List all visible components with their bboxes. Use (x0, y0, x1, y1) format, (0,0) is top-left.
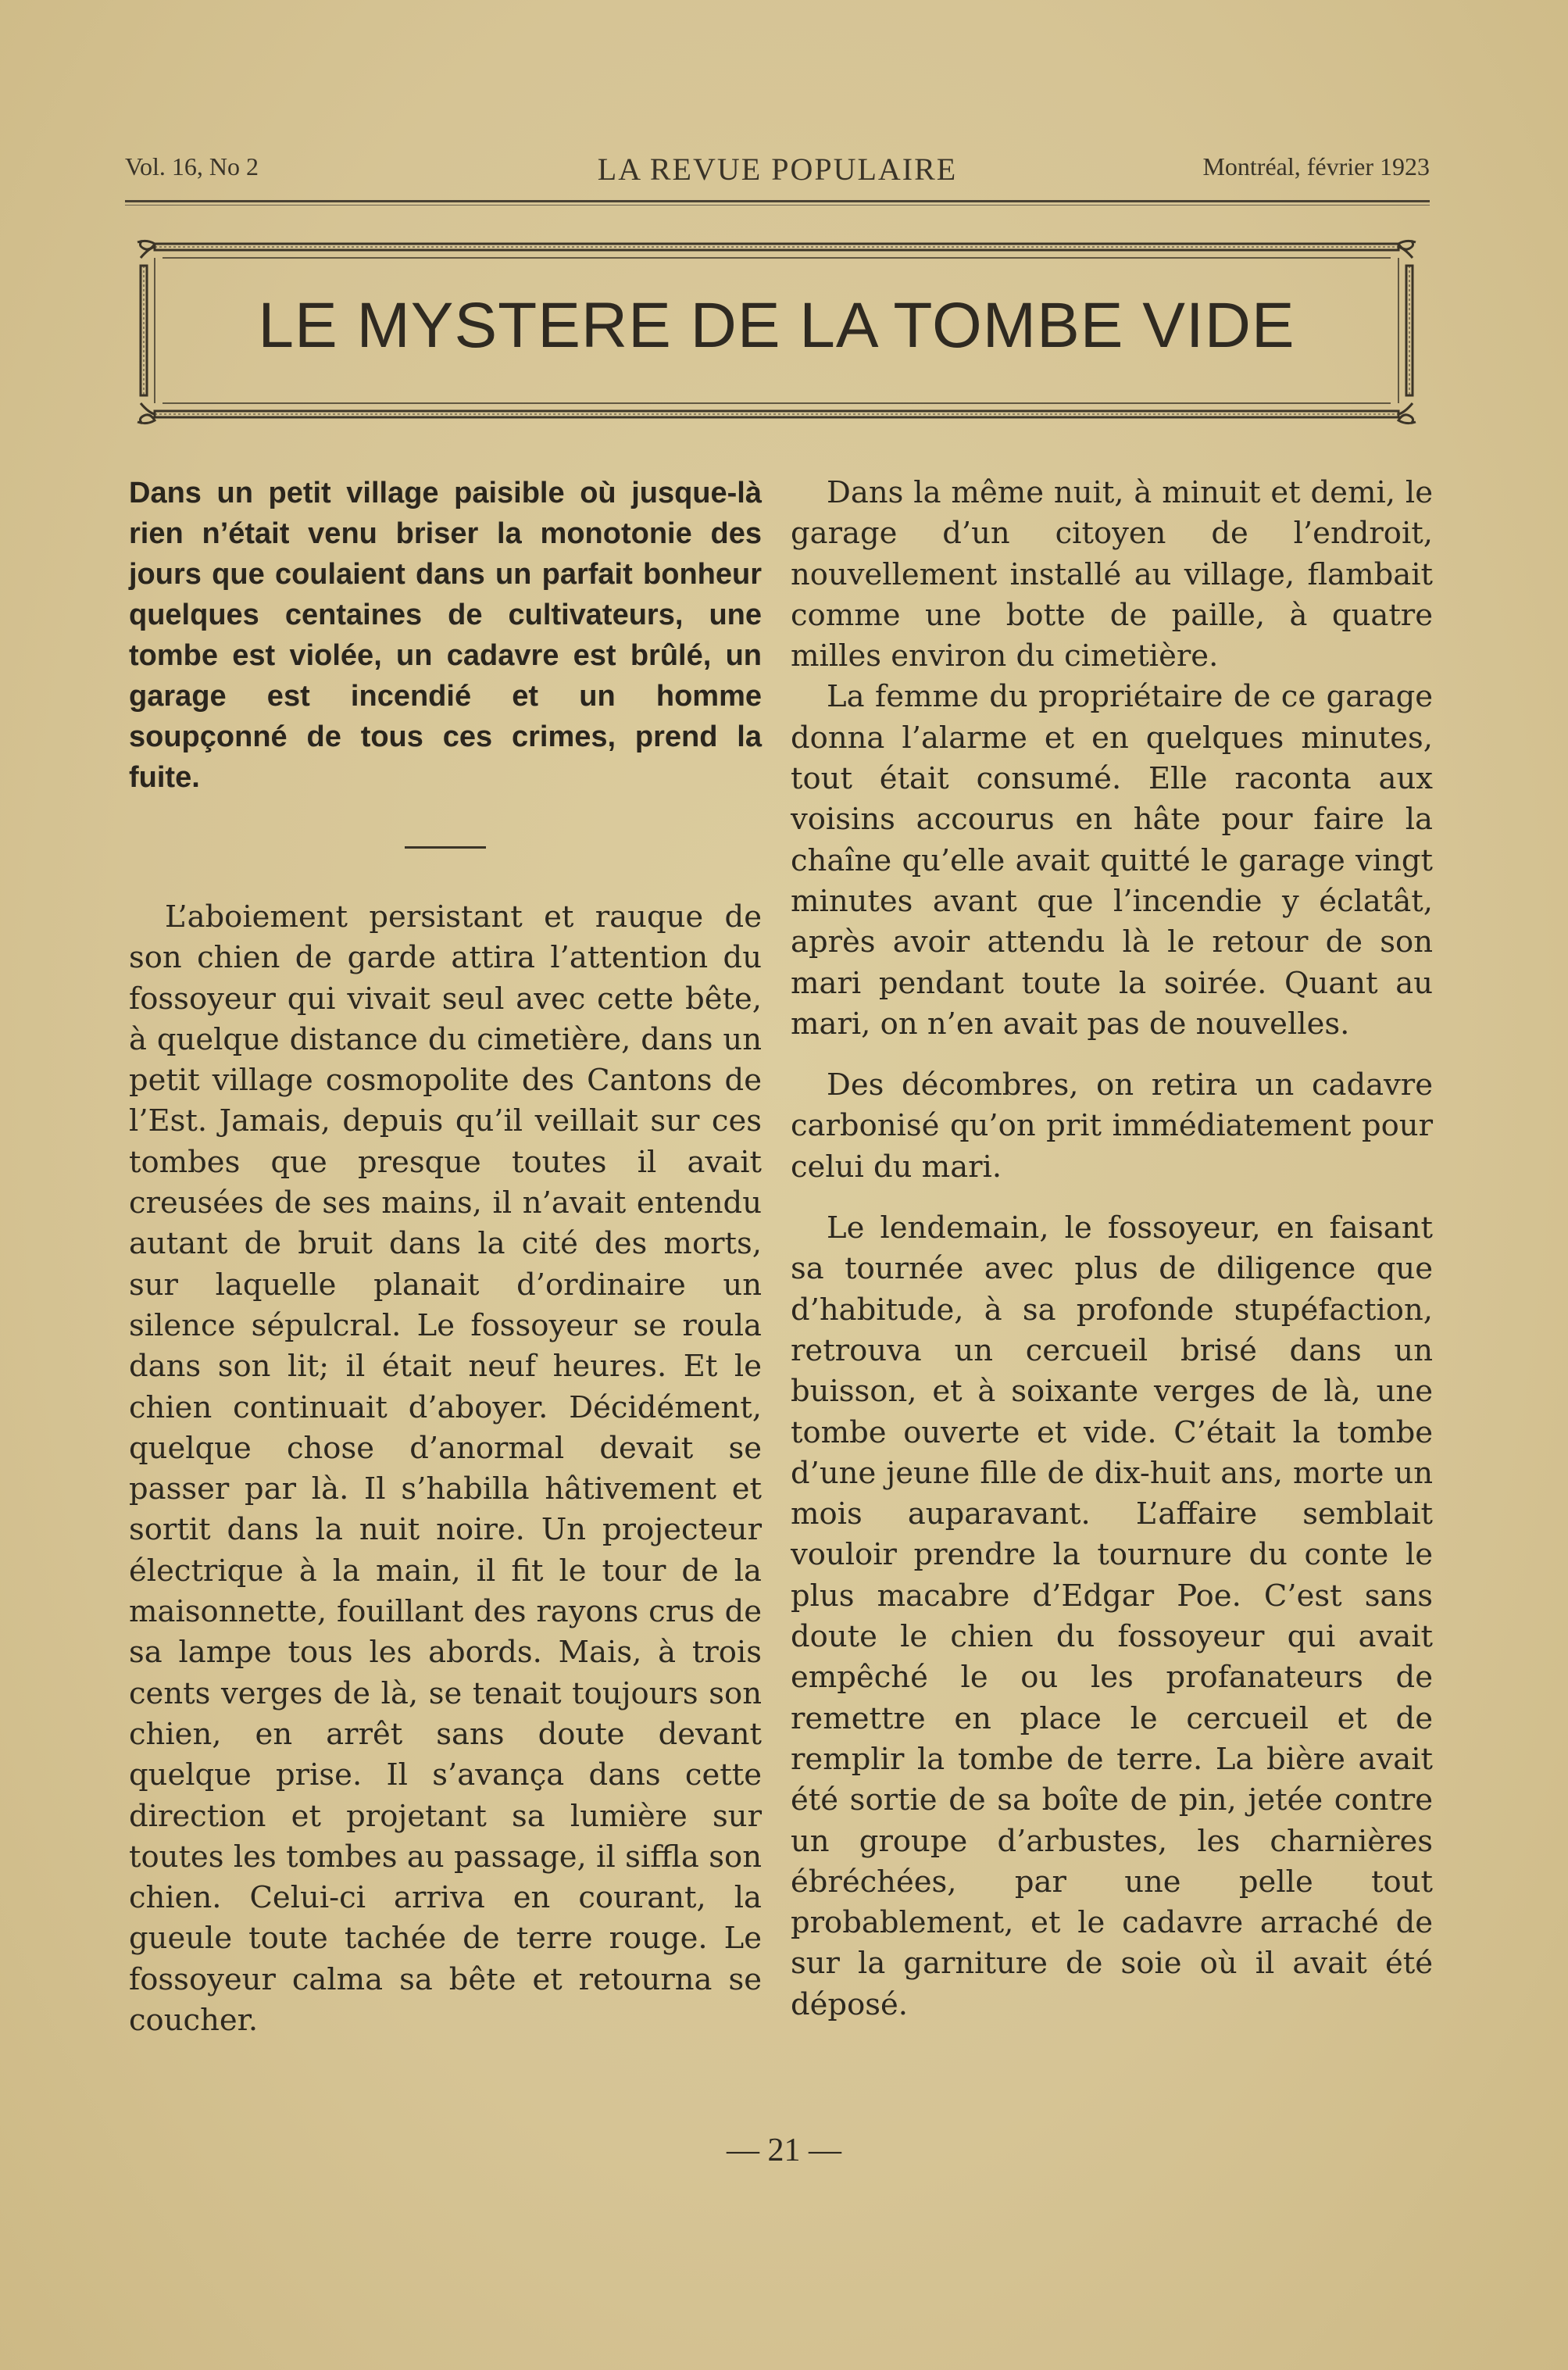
page-number: — 21 — (727, 2132, 841, 2168)
body-paragraph: Le lendemain, le fossoyeur, en faisant sa tournée avec plus de diligence que d’habitude, à sa profonde stupéfaction, retrouva un cercueil brisé dans un buisson, et à soixante verges de là, une tombe ouverte et vide. C’était la tombe d’une jeune fille de dix-huit ans, morte un mois auparavant. L’affaire semblait vouloir prendre la tournure du conte le plus macabre d’Edgar Poe. C’est sans doute le chien du fossoyeur qui avait empêché le ou les profanateurs de remettre en place le cercueil et de remplir la tombe de terre. La bière avait été sortie de sa boîte de pin, jetée contre un groupe d’arbustes, les charnières ébréchées, par une pelle tout probablement, et le cadavre arraché de sur la garniture de soie où il avait été déposé. (791, 1210, 1433, 2022)
place-date: Montréal, février 1923 (1202, 152, 1430, 181)
body-paragraph: Des décombres, on retira un cadavre carbonisé qu’on prit immédiatement pour celui du mari. (791, 1067, 1433, 1185)
running-header (125, 152, 1430, 191)
volume-number: Vol. 16, No 2 (125, 152, 259, 181)
body-paragraph: Dans la même nuit, à minuit et demi, le garage d’un citoyen de l’endroit, nouvellement installé au village, flambait comme une botte de paille, à quatre milles environ du cimetière. (791, 475, 1433, 674)
lead-paragraph: Dans un petit village paisible où jusque-là rien n’était venu briser la monotonie des jours que coulaient dans un parfait bonheur quelques centaines de cultivateurs, une tombe est violée, un cadavre est brûlé, un garage est incendié et un homme soupçonné de tous ces crimes, prend la fuite. (129, 477, 762, 794)
article-title: LE MYSTERE DE LA TOMBE VIDE (258, 290, 1295, 361)
body-paragraph: La femme du propriétaire de ce garage donna l’alarme et en quelques minutes, tout était consumé. Elle raconta aux voisins accourus en hâte pour faire la chaîne qu’elle avait quitté le garage vingt minutes avant que l’incendie y éclatât, après avoir attendu là le retour de son mari pendant toute la soirée. Quant au mari, on n’en avait pas de nouvelles. (791, 679, 1433, 1042)
header-rule-thin (125, 205, 1430, 206)
right-column (791, 473, 1433, 2025)
separator-rule (405, 846, 486, 849)
header-rule (125, 200, 1430, 202)
body-paragraph: L’aboiement persistant et rauque de son chien de garde attira l’attention du fossoyeur qui vivait seul avec cette bête, à quelque distance du cimetière, dans un petit village cosmopolite des Cantons de l’Est. Jamais, depuis qu’il veillait sur ces tombes que presque toutes il avait creusées de ses mains, il n’avait entendu autant de bruit dans la cité des morts, sur laquelle planait d’ordinaire un silence sépulcral. Le fossoyeur se roula dans son lit; il était neuf heures. Et le chien continuait d’aboyer. Décidément, quelque chose d’anormal devait se passer par là. Il s’habilla hâtivement et sortit dans la nuit noire. Un projecteur électrique à la main, il fit le tour de la maisonnette, fouillant des rayons crus de sa lampe tous les abords. Mais, à trois cents verges de là, se tenait toujours son chien, en arrêt sans doute devant quelque prise. Il s’avança dans cette direction et projetant sa lumière sur toutes les tombes au passage, il siffla son chien. Celui-ci arriva en courant, la gueule toute tachée de terre rouge. Le fossoyeur calma sa bête et retourna se coucher. (129, 899, 762, 2039)
publication-name: LA REVUE POPULAIRE (597, 152, 958, 187)
left-column (129, 473, 762, 2041)
title-frame (131, 234, 1422, 430)
